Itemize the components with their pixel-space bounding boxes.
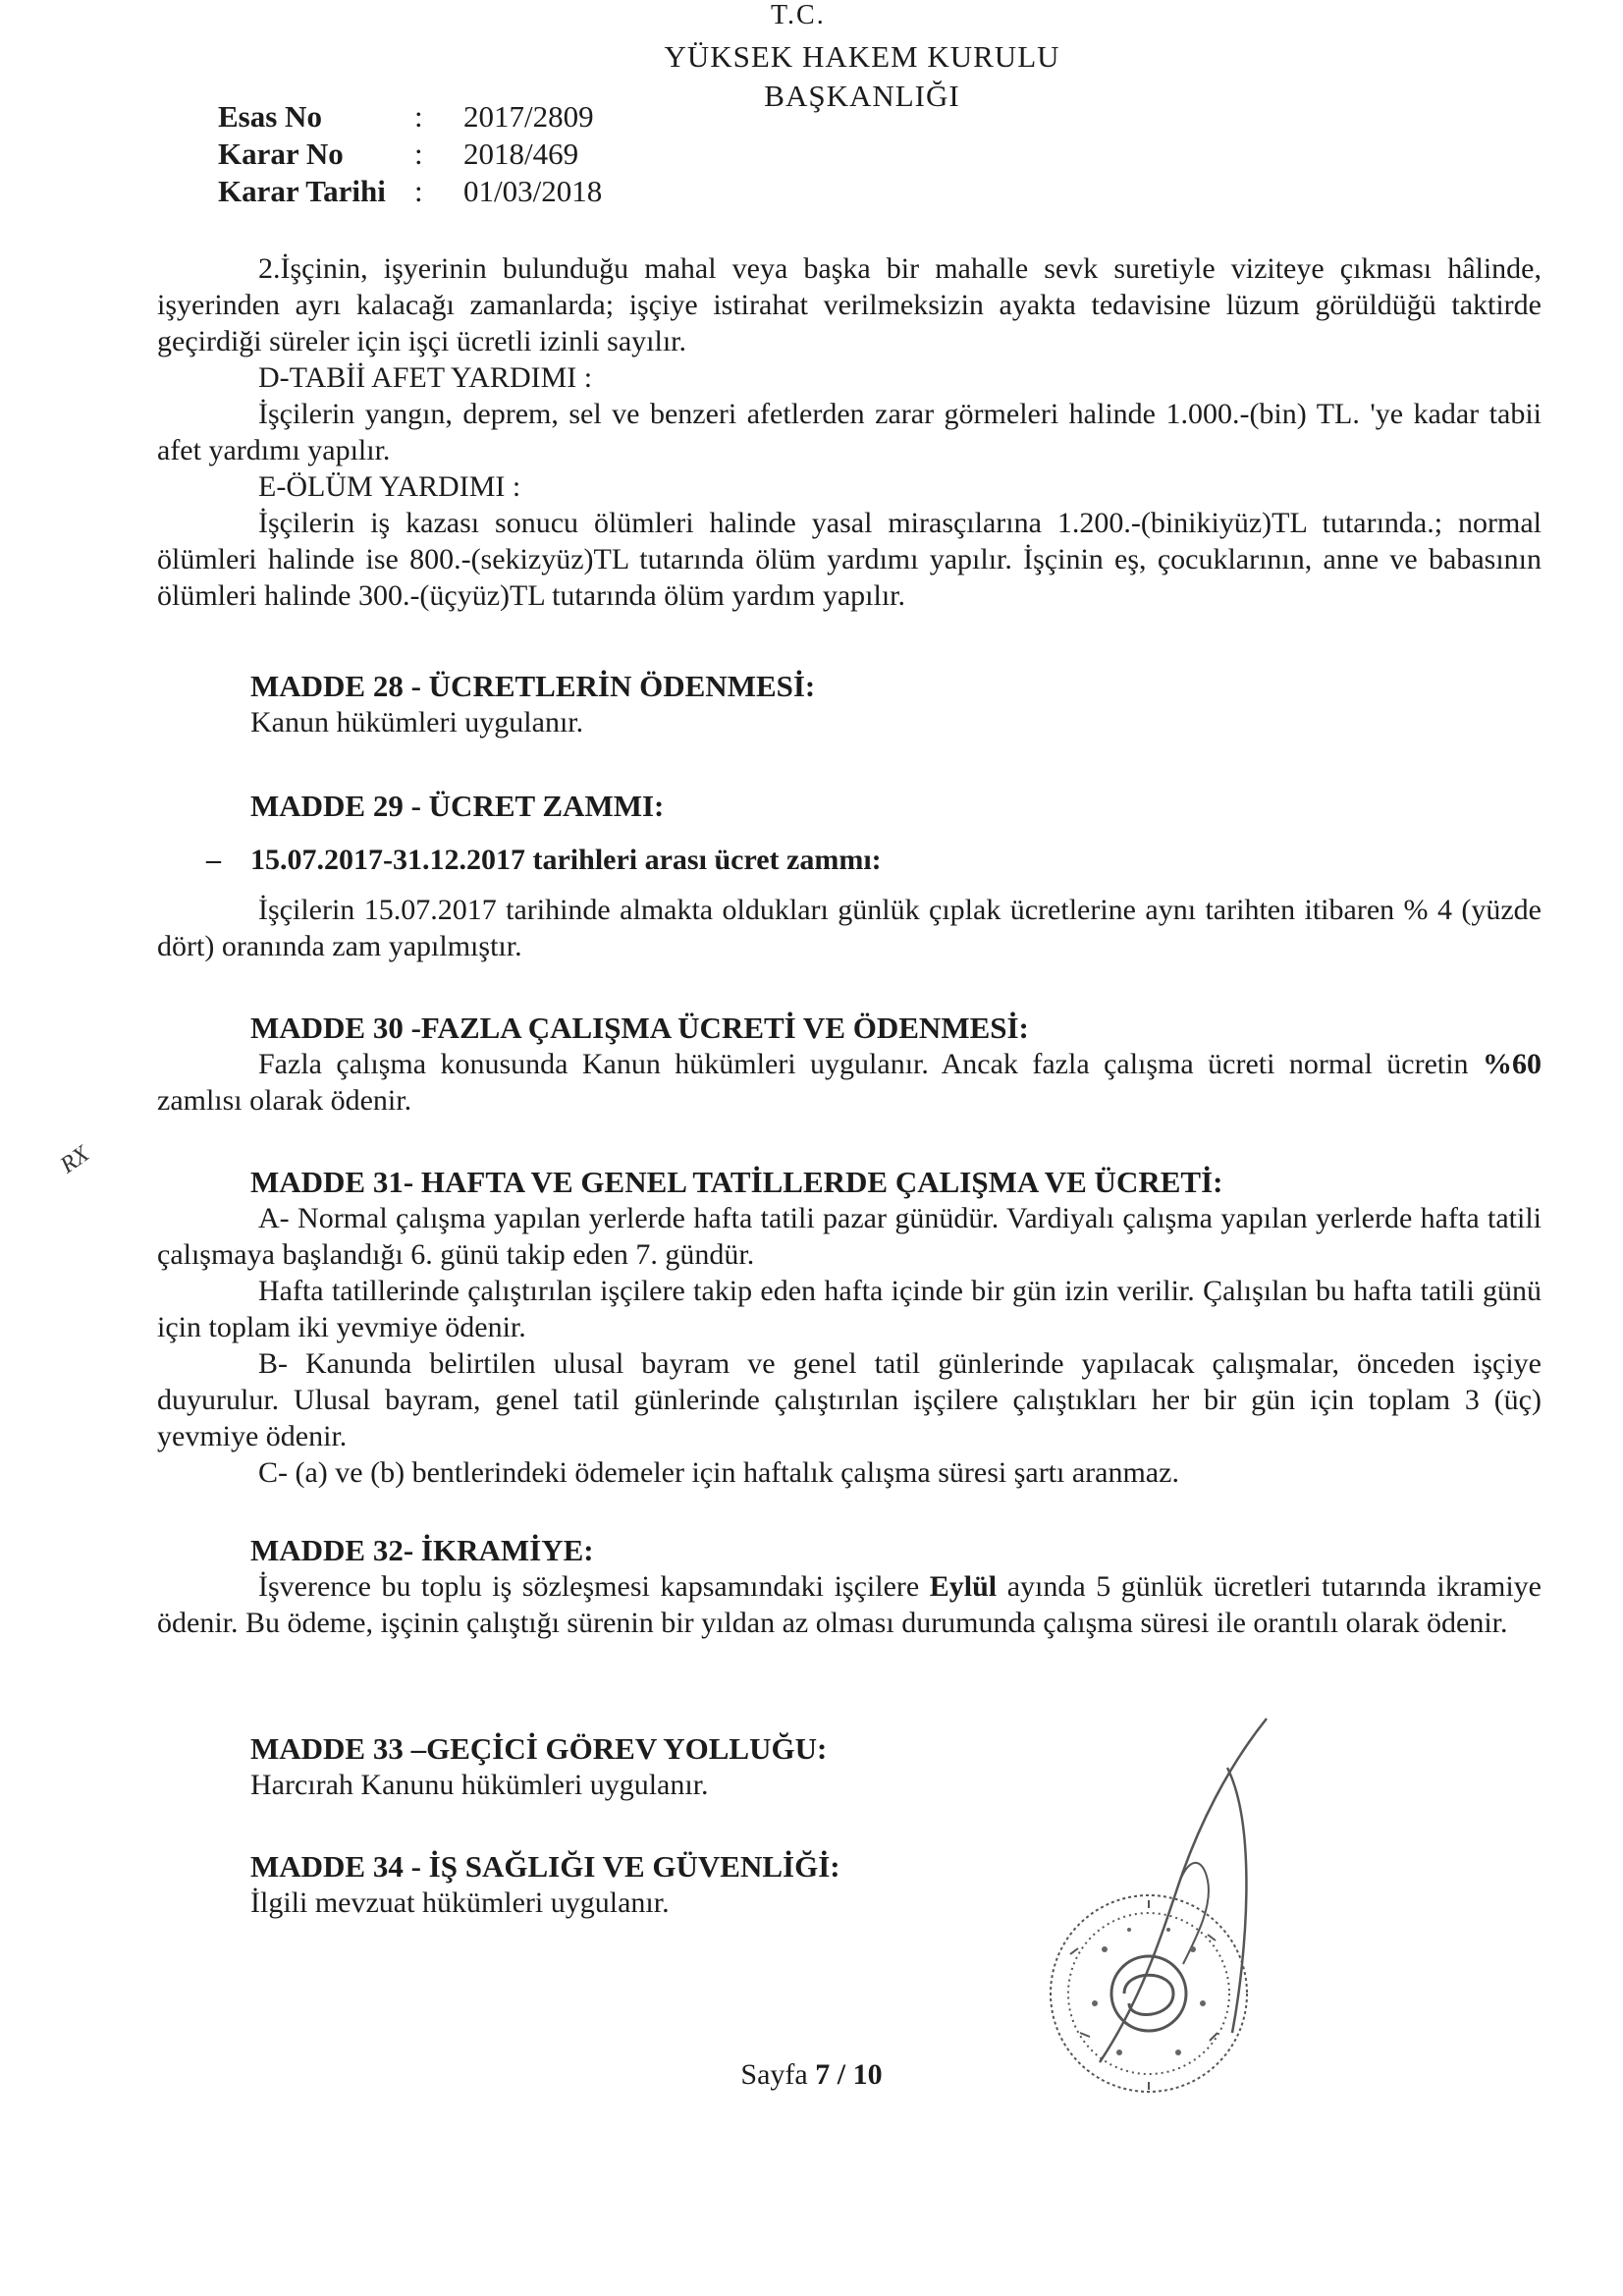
meta-key: Esas No [218,99,322,134]
subheading-death-aid: E-ÖLÜM YARDIMI : [258,470,521,503]
article-clause-a: A- Normal çalışma yapılan yerlerde hafta tatili pazar günüdür. Vardiyalı çalışma yapılan yerlerde hafta tatili çalışmaya başlandığı 6. günü takip eden 7. gündür. [157,1202,1542,1271]
page-label: Sayfa [740,2058,816,2091]
text-run: Fazla çalışma konusunda Kanun hükümleri uygulanır. Ancak fazla çalışma ücreti normal ücretin [258,1048,1483,1080]
meta-sep: : [414,99,423,134]
handwritten-margin-note: RX [55,1141,94,1179]
article-31 [157,1164,1542,1491]
meta-sep: : [414,174,423,208]
article-text: Kanun hükümleri uygulanır. [250,706,584,738]
article-clause-a2: Hafta tatillerinde çalıştırılan işçilere takip eden hafta içinde bir gün izin verilir. Çalışılan bu hafta tatili günü için toplam iki yevmiye ödenir. [157,1275,1542,1343]
meta-sep: : [414,137,423,171]
article-text: Harcırah Kanunu hükümleri uygulanır. [250,1769,709,1801]
subheading-natural-disaster: D-TABİİ AFET YARDIMI : [258,361,593,394]
text-run: zamlısı olarak ödenir. [157,1084,412,1117]
article-title: MADDE 31- HAFTA VE GENEL TATİLLERDE ÇALIŞMA VE ÜCRETİ: [250,1165,1223,1199]
article-29-period [157,842,1542,878]
dash-bullet: – [206,844,221,876]
meta-value: 01/03/2018 [463,174,603,208]
article-33 [157,1730,1542,1803]
meta-row [218,98,602,136]
article-title: MADDE 33 –GEÇİCİ GÖREV YOLLUĞU: [250,1731,828,1766]
institution-name: YÜKSEK HAKEM KURULU [664,39,1060,74]
meta-value: 2017/2809 [463,99,594,134]
article-32 [157,1532,1542,1641]
meta-row [218,173,602,210]
article-clause-b: B- Kanunda belirtilen ulusal bayram ve genel tatil günlerinde yapılacak çalışmalar, önceden işçiye duyurulur. Ulusal bayram, genel tatil günlerinde çalıştırılan işçilere çalıştıkları her bir gün için toplam 3 (üç) yevmiye ödenir. [157,1347,1542,1452]
article-text: İşçilerin 15.07.2017 tarihinde almakta oldukları günlük çıplak ücretlerine aynı tarihten itibaren % 4 (yüzde dört) oranında zam yapılmıştır. [157,894,1542,962]
article-title: MADDE 28 - ÜCRETLERİN ÖDENMESİ: [250,669,816,703]
article-29 [157,788,1542,964]
meta-key: Karar Tarihi [218,174,386,208]
meta-row [218,136,602,173]
meta-value: 2018/469 [463,137,579,171]
case-meta [218,98,602,210]
article-34 [157,1848,1542,1921]
paragraph-visit-leave: 2.İşçinin, işyerinin bulunduğu mahal veya başka bir mahalle sevk suretiyle viziteye çıkması hâlinde, işyerinden ayrı kalacağı zamanlarda; işçiye istirahat verilmeksizin ayakta tedavisine lüzum görüldüğü taktirde geçirdiği süreler için işçi ücretli izinli sayılır. [157,252,1542,357]
page-number: 7 / 10 [815,2058,883,2091]
article-text [157,1568,1542,1641]
bold-month: Eylül [929,1570,998,1603]
period-heading: 15.07.2017-31.12.2017 tarihleri arası ücret zammı: [250,844,882,876]
article-title: MADDE 29 - ÜCRET ZAMMI: [250,789,665,823]
text-run: ayında 5 günlük ücretleri tutarında ikramiye ödenir. Bu ödeme, işçinin çalıştığı sürenin bir yıldan az olması durumunda çalışma süresi ile orantılı olarak ödenir. [157,1570,1542,1639]
article-text [157,1046,1542,1119]
paragraph-death-aid: İşçilerin iş kazası sonucu ölümleri halinde yasal mirasçılarına 1.200.-(binikiyüz)TL tutarında.; normal ölümleri halinde ise 800.-(sekizyüz)TL tutarında ölüm yardımı yapılır. İşçinin eş, çocuklarının, anne ve babasının ölümleri halinde 300.-(üçyüz)TL tutarında ölüm yardım yapılır. [157,507,1542,612]
article-title: MADDE 32- İKRAMİYE: [250,1533,594,1567]
institution-header [656,37,1068,116]
text-run: İşverence bu toplu iş sözleşmesi kapsamındaki işçilere [258,1570,930,1603]
article-text: İlgili mevzuat hükümleri uygulanır. [250,1886,670,1919]
article-title: MADDE 34 - İŞ SAĞLIĞI VE GÜVENLİĞİ: [250,1849,840,1884]
paragraph-natural-disaster: İşçilerin yangın, deprem, sel ve benzeri afetlerden zarar görmeleri halinde 1.000.-(bin) TL. 'ye kadar tabii afet yardımı yapılır. [157,398,1542,466]
article-30 [157,1010,1542,1119]
bold-rate: %60 [1483,1048,1542,1080]
article-title: MADDE 30 -FAZLA ÇALIŞMA ÜCRETİ VE ÖDENMESİ: [250,1011,1029,1045]
header-top-text: T.C. [771,0,826,30]
page-footer [0,2058,1623,2092]
section-health-provisions [157,250,1542,614]
article-clause-c: C- (a) ve (b) bentlerindeki ödemeler için haftalık çalışma süresi şartı aranmaz. [258,1456,1179,1489]
meta-key: Karar No [218,137,344,171]
institution-department: BAŞKANLIĞI [764,79,960,113]
article-28 [157,668,1542,740]
